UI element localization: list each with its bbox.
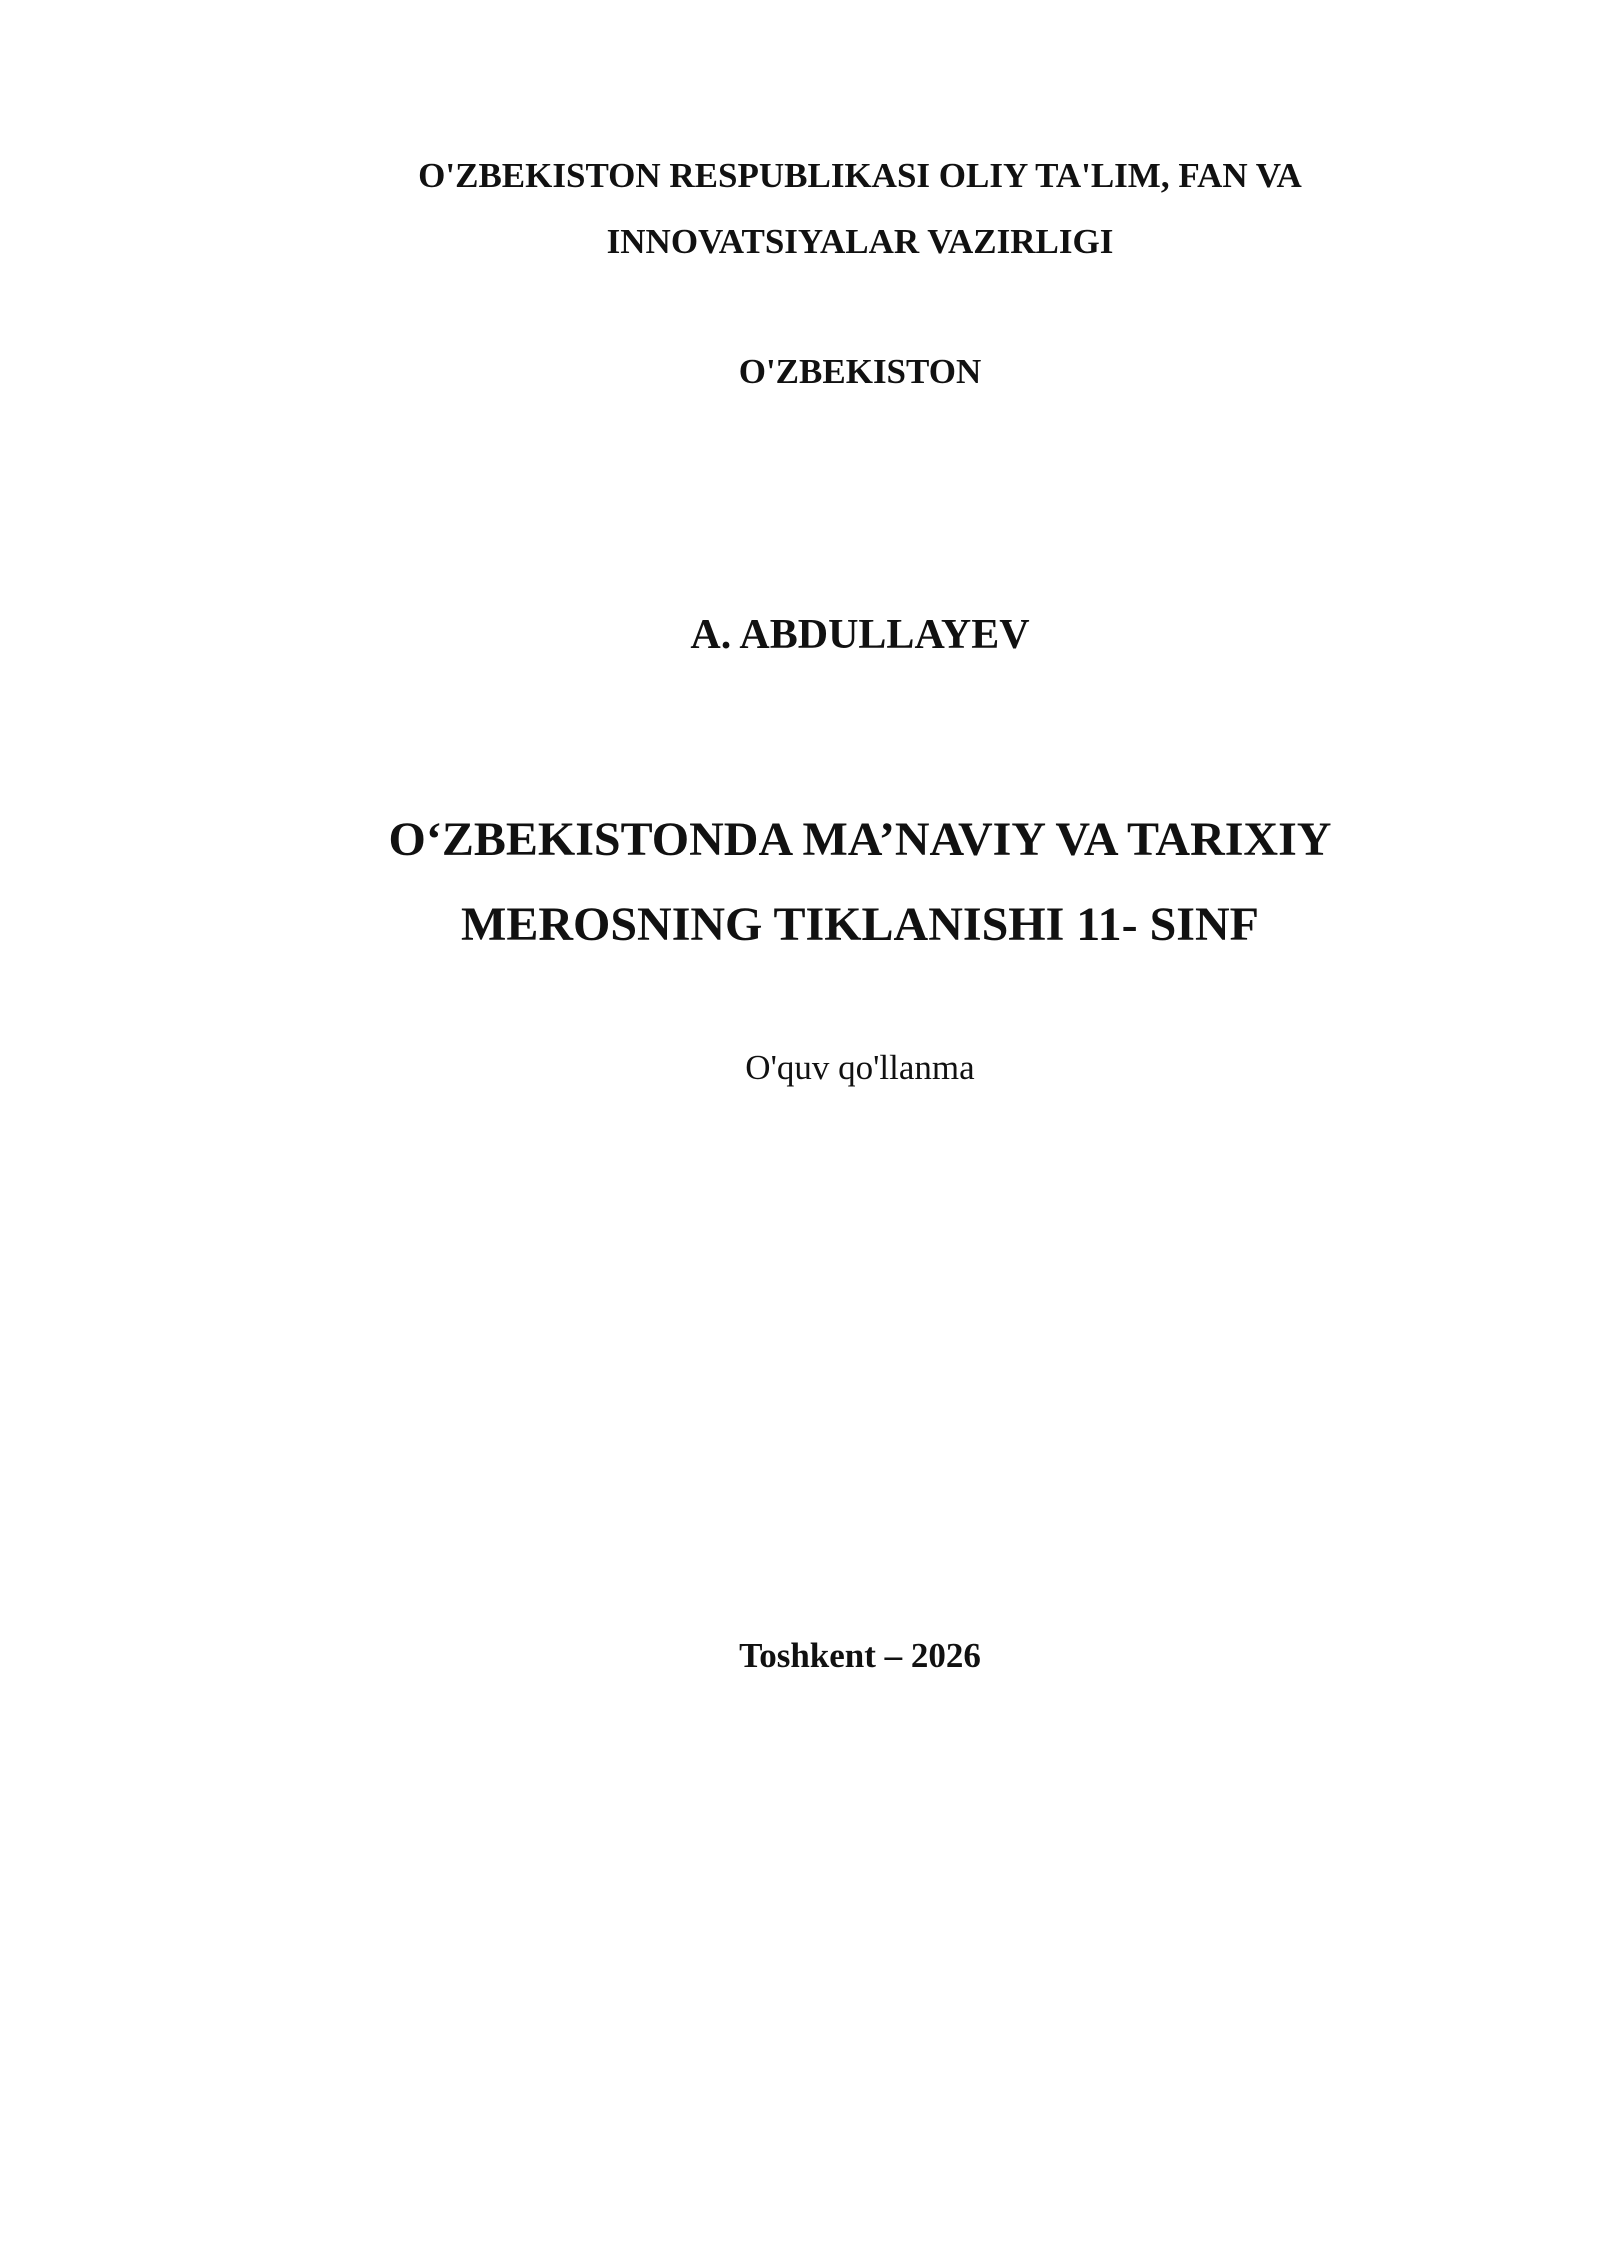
book-title-line-2: MEROSNING TIKLANISHI 11- SINF — [461, 898, 1259, 951]
place-year: Toshkent – 2026 — [739, 1636, 981, 1675]
book-title-line-1: O‘ZBEKISTONDA MA’NAVIY VA TARIXIY — [388, 813, 1332, 866]
book-subtitle: O'quv qo'llanma — [745, 1048, 975, 1087]
ministry-line-1: O'ZBEKISTON RESPUBLIKASI OLIY TA'LIM, FAN VA — [418, 156, 1302, 195]
country-heading: O'ZBEKISTON — [738, 352, 982, 391]
author-name: A. ABDULLAYEV — [690, 612, 1030, 658]
ministry-line-2: INNOVATSIYALAR VAZIRLIGI — [606, 222, 1114, 261]
